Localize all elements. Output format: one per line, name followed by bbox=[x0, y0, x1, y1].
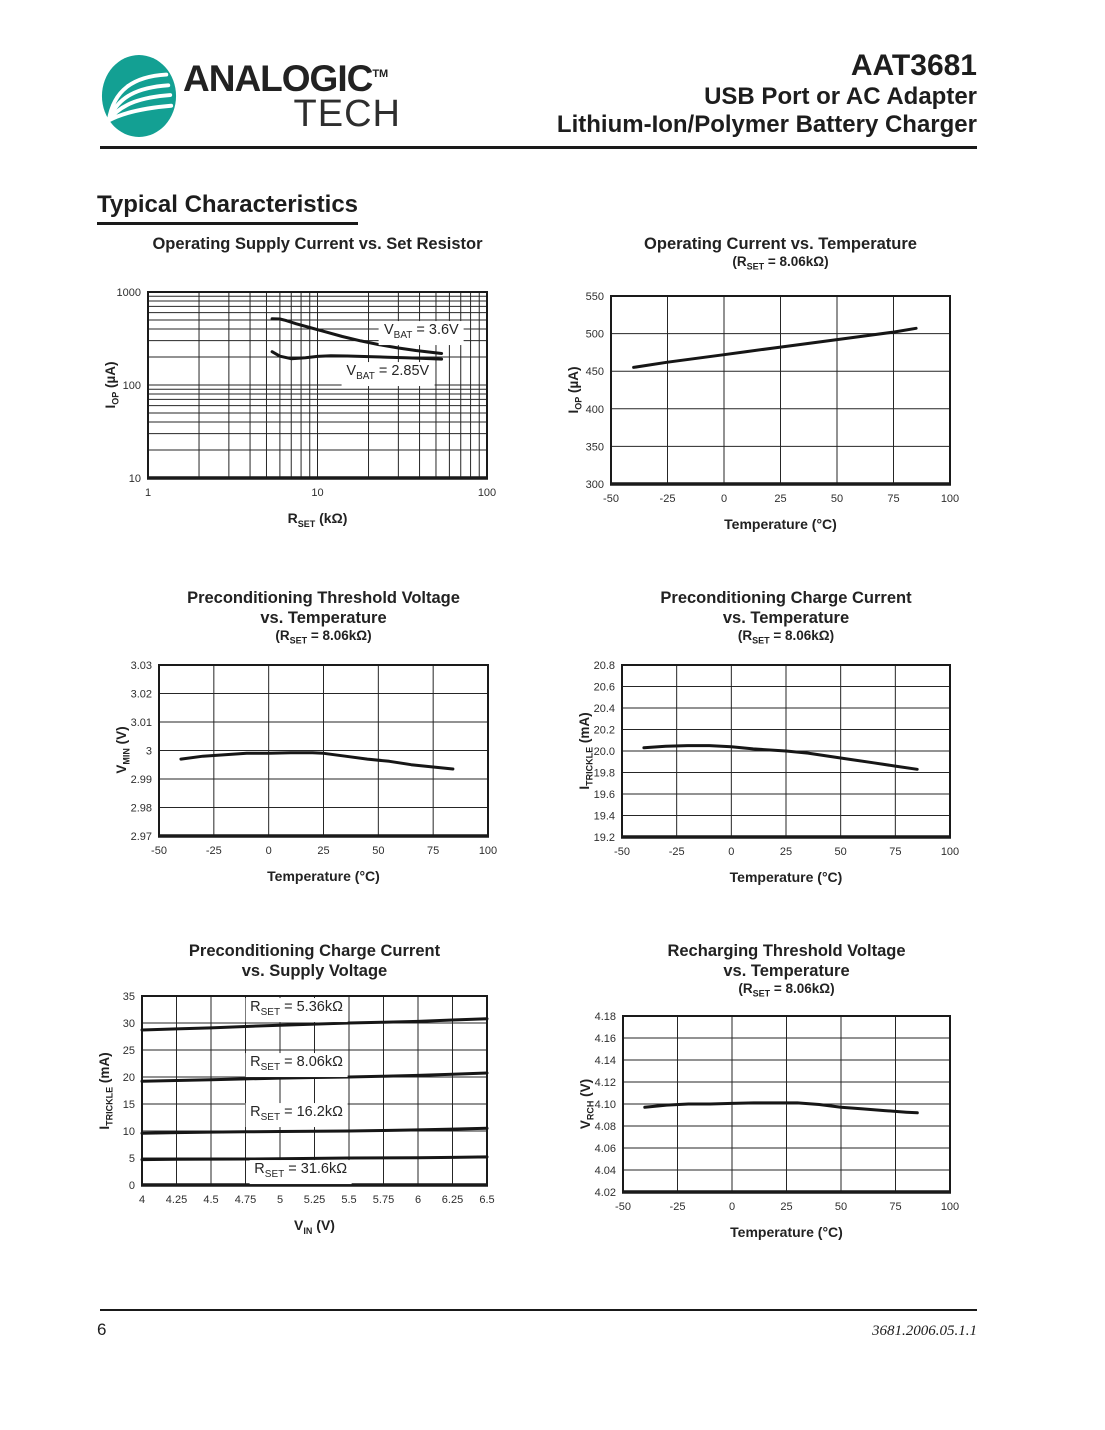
x-tick-label: 5.5 bbox=[341, 1194, 357, 1206]
chart-title bbox=[98, 234, 503, 254]
y-tick-label: 450 bbox=[585, 365, 604, 378]
gridlines bbox=[159, 665, 488, 836]
chart-title bbox=[561, 234, 966, 254]
series-label: $R_{SET} = 31.6k\Omega$ bbox=[249, 1160, 352, 1184]
x-tick-label: 50 bbox=[372, 844, 385, 857]
x-tick-label: 0 bbox=[728, 845, 735, 858]
part-subtitle-1: USB Port or AC Adapter bbox=[704, 83, 977, 110]
x-tick-label: 75 bbox=[427, 844, 440, 857]
chart-title-line: Recharging Threshold Voltage bbox=[667, 942, 906, 960]
y-tick-label: 4.04 bbox=[594, 1164, 616, 1177]
brand-text bbox=[183, 55, 401, 133]
x-axis-label: Temperature (°C) bbox=[729, 868, 843, 885]
chart-subtitle: $(R_{SET} = 8.06k\Omega)$ bbox=[737, 628, 835, 646]
chart-title-line: Preconditioning Charge Current bbox=[188, 942, 441, 960]
y-tick-label: 1000 bbox=[116, 287, 141, 299]
y-tick-label: 19.2 bbox=[593, 831, 615, 844]
x-tick-label: -50 bbox=[614, 845, 630, 858]
chart-preconditioning-charge-current-vs-temperature bbox=[572, 588, 966, 887]
header-rule bbox=[100, 146, 977, 149]
x-tick-label: 5.25 bbox=[303, 1194, 326, 1206]
chart-subtitle: $(R_{SET} = 8.06k\Omega)$ bbox=[275, 628, 372, 646]
y-tick-label: 5 bbox=[128, 1153, 135, 1165]
x-tick-label: 5 bbox=[276, 1194, 284, 1206]
chart-title-line: vs. Temperature bbox=[722, 609, 850, 627]
x-tick-label: -25 bbox=[659, 492, 676, 505]
chart-title bbox=[573, 941, 966, 981]
y-tick-label: 3 bbox=[145, 745, 152, 758]
chart-plot bbox=[109, 655, 504, 862]
tick-labels bbox=[117, 287, 497, 499]
chart-plot bbox=[98, 282, 503, 504]
x-axis-label: Temperature (°C) bbox=[730, 1223, 843, 1240]
document-code: 3681.2006.05.1.1 bbox=[872, 1323, 977, 1339]
y-tick-label: 100 bbox=[122, 380, 141, 392]
y-tick-label: 3.03 bbox=[130, 659, 152, 672]
x-tick-label: 4.25 bbox=[165, 1194, 188, 1206]
gridlines bbox=[611, 296, 950, 484]
y-tick-label: 20.2 bbox=[593, 724, 615, 737]
x-tick-label: 100 bbox=[477, 487, 497, 499]
y-tick-label: 10 bbox=[128, 473, 141, 485]
series-vbat-2.85v bbox=[272, 352, 442, 359]
y-axis-label: $I_{OP}$ (µA) bbox=[566, 366, 584, 414]
x-tick-label: -50 bbox=[151, 844, 167, 857]
series-vmin bbox=[181, 752, 453, 768]
y-tick-label: 10 bbox=[122, 1126, 135, 1138]
y-tick-label: 20.6 bbox=[593, 681, 615, 694]
y-tick-label: 20.0 bbox=[593, 745, 615, 758]
chart-title-line: vs. Temperature bbox=[260, 609, 387, 627]
series-label: $V_{BAT} = 2.85V$ bbox=[341, 362, 434, 386]
y-tick-label: 500 bbox=[585, 328, 604, 341]
footer-rule bbox=[100, 1309, 977, 1311]
x-tick-label: 1 bbox=[144, 487, 152, 499]
x-tick-label: 10 bbox=[311, 487, 324, 499]
series-label: $R_{SET} = 16.2k\Omega$ bbox=[245, 1103, 348, 1127]
x-tick-label: 25 bbox=[780, 1200, 793, 1213]
analogictech-logo bbox=[100, 52, 178, 140]
x-axis-label: $V_{IN}$ (V) bbox=[294, 1217, 335, 1236]
x-tick-label: -25 bbox=[668, 845, 685, 858]
x-tick-label: 6.25 bbox=[441, 1194, 464, 1206]
chart-title-line: Operating Supply Current vs. Set Resistor bbox=[152, 235, 483, 253]
x-tick-label: 75 bbox=[889, 845, 902, 858]
x-tick-label: 5.75 bbox=[372, 1194, 395, 1206]
y-tick-label: 25 bbox=[122, 1045, 135, 1057]
x-tick-label: 6 bbox=[414, 1194, 422, 1206]
y-tick-label: 20 bbox=[122, 1072, 135, 1084]
y-tick-label: 400 bbox=[585, 403, 604, 416]
chart-operating-current-vs-temperature bbox=[561, 234, 966, 534]
document-title-block bbox=[557, 49, 977, 139]
y-tick-label: 0 bbox=[128, 1180, 135, 1192]
y-tick-label: 20.8 bbox=[593, 659, 615, 672]
x-tick-label: 50 bbox=[834, 1200, 848, 1213]
y-tick-label: 4.12 bbox=[594, 1076, 616, 1089]
tick-labels bbox=[586, 291, 960, 505]
y-tick-label: 3.02 bbox=[130, 688, 152, 701]
y-tick-label: 19.4 bbox=[593, 810, 615, 823]
series-itrickle bbox=[644, 745, 917, 769]
chart-recharging-threshold-voltage bbox=[573, 941, 966, 1242]
x-tick-label: 25 bbox=[774, 492, 787, 505]
y-tick-label: 4.10 bbox=[594, 1098, 616, 1111]
x-tick-label: 4.75 bbox=[234, 1194, 257, 1206]
part-subtitle-2: Lithium-Ion/Polymer Battery Charger bbox=[556, 111, 977, 138]
x-tick-label: -50 bbox=[615, 1200, 631, 1213]
y-axis-label: $I_{TRICKLE}$ (mA) bbox=[577, 712, 595, 790]
x-tick-label: 0 bbox=[265, 844, 272, 857]
chart-title-line: Preconditioning Charge Current bbox=[660, 589, 912, 607]
y-tick-label: 350 bbox=[585, 441, 604, 454]
x-axis-label: Temperature (°C) bbox=[267, 867, 380, 884]
chart-subtitle: $(R_{SET} = 8.06k\Omega)$ bbox=[732, 254, 829, 272]
chart-title-line: Preconditioning Threshold Voltage bbox=[187, 589, 460, 607]
chart-operating-supply-current-vs-set-resistor bbox=[98, 234, 503, 529]
y-tick-label: 4.06 bbox=[594, 1142, 616, 1155]
y-axis-label: $V_{RCH}$ (V) bbox=[578, 1078, 596, 1129]
brand-tech: TECH bbox=[293, 93, 401, 135]
x-tick-label: -50 bbox=[603, 492, 619, 505]
series-label: $V_{BAT} = 3.6V$ bbox=[379, 321, 464, 345]
y-axis-label: $V_{MIN}$ (V) bbox=[114, 726, 132, 774]
gridlines bbox=[148, 292, 487, 478]
chart-title bbox=[572, 588, 966, 628]
y-tick-label: 4.08 bbox=[594, 1120, 616, 1133]
chart-title bbox=[92, 941, 503, 981]
series-iop bbox=[634, 328, 917, 367]
x-tick-label: 0 bbox=[720, 492, 728, 505]
x-axis-label: Temperature (°C) bbox=[724, 515, 837, 532]
y-tick-label: 2.97 bbox=[130, 830, 152, 843]
y-tick-label: 20.4 bbox=[593, 702, 615, 715]
x-tick-label: 25 bbox=[317, 844, 330, 857]
x-tick-label: 25 bbox=[779, 845, 793, 858]
chart-plot bbox=[561, 286, 966, 510]
x-tick-label: 100 bbox=[478, 844, 498, 857]
x-tick-label: -25 bbox=[669, 1200, 686, 1213]
y-tick-label: 19.8 bbox=[593, 767, 615, 780]
x-tick-label: 4 bbox=[138, 1194, 146, 1206]
x-tick-label: 75 bbox=[889, 1200, 902, 1213]
y-axis-label: $I_{OP}$ (µA) bbox=[103, 361, 121, 409]
series-label: $R_{SET} = 5.36k\Omega$ bbox=[245, 998, 348, 1022]
trademark-symbol: TM bbox=[372, 68, 389, 80]
y-tick-label: 3.01 bbox=[130, 716, 152, 729]
series-label: $R_{SET} = 8.06k\Omega$ bbox=[245, 1053, 348, 1077]
y-tick-label: 19.6 bbox=[593, 788, 615, 801]
y-tick-label: 4.02 bbox=[594, 1186, 616, 1199]
x-axis-label: $R_{SET}$ (kΩ) bbox=[287, 510, 348, 529]
chart-title-line: vs. Supply Voltage bbox=[241, 962, 388, 980]
part-number: AAT3681 bbox=[850, 49, 977, 82]
y-tick-label: 4.14 bbox=[594, 1054, 616, 1067]
brand-analogic: ANALOGIC™ bbox=[183, 58, 389, 99]
page-number: 6 bbox=[97, 1320, 107, 1339]
y-tick-label: 2.98 bbox=[130, 802, 152, 815]
x-tick-label: 100 bbox=[940, 492, 960, 505]
chart-preconditioning-threshold-voltage bbox=[109, 588, 504, 886]
y-axis-label: $I_{TRICKLE}$ (mA) bbox=[97, 1052, 115, 1130]
x-tick-label: 6.5 bbox=[479, 1194, 495, 1206]
section-title: Typical Characteristics bbox=[97, 191, 358, 225]
chart-subtitle: $(R_{SET} = 8.06k\Omega)$ bbox=[738, 981, 835, 999]
y-tick-label: 35 bbox=[122, 991, 135, 1003]
x-tick-label: 100 bbox=[940, 845, 960, 858]
x-tick-label: 4.5 bbox=[203, 1194, 219, 1206]
x-tick-label: 75 bbox=[887, 492, 900, 505]
x-tick-label: -25 bbox=[205, 844, 222, 857]
y-tick-label: 30 bbox=[122, 1018, 135, 1030]
chart-title-line: Operating Current vs. Temperature bbox=[644, 235, 917, 253]
x-tick-label: 0 bbox=[728, 1200, 736, 1213]
y-tick-label: 550 bbox=[585, 290, 604, 303]
chart-plot bbox=[573, 1006, 966, 1218]
chart-plot bbox=[572, 655, 966, 863]
x-tick-label: 100 bbox=[940, 1200, 960, 1213]
x-tick-label: 50 bbox=[830, 492, 844, 505]
tick-labels bbox=[594, 660, 960, 858]
y-tick-label: 15 bbox=[122, 1099, 135, 1111]
y-tick-label: 300 bbox=[585, 478, 604, 491]
x-tick-label: 50 bbox=[834, 845, 847, 858]
chart-preconditioning-charge-current-vs-supply-voltage bbox=[92, 941, 503, 1236]
y-tick-label: 4.18 bbox=[594, 1010, 616, 1023]
chart-title bbox=[109, 588, 504, 628]
chart-title-line: vs. Temperature bbox=[723, 962, 850, 980]
y-tick-label: 2.99 bbox=[130, 773, 152, 786]
y-tick-label: 4.16 bbox=[594, 1032, 616, 1045]
